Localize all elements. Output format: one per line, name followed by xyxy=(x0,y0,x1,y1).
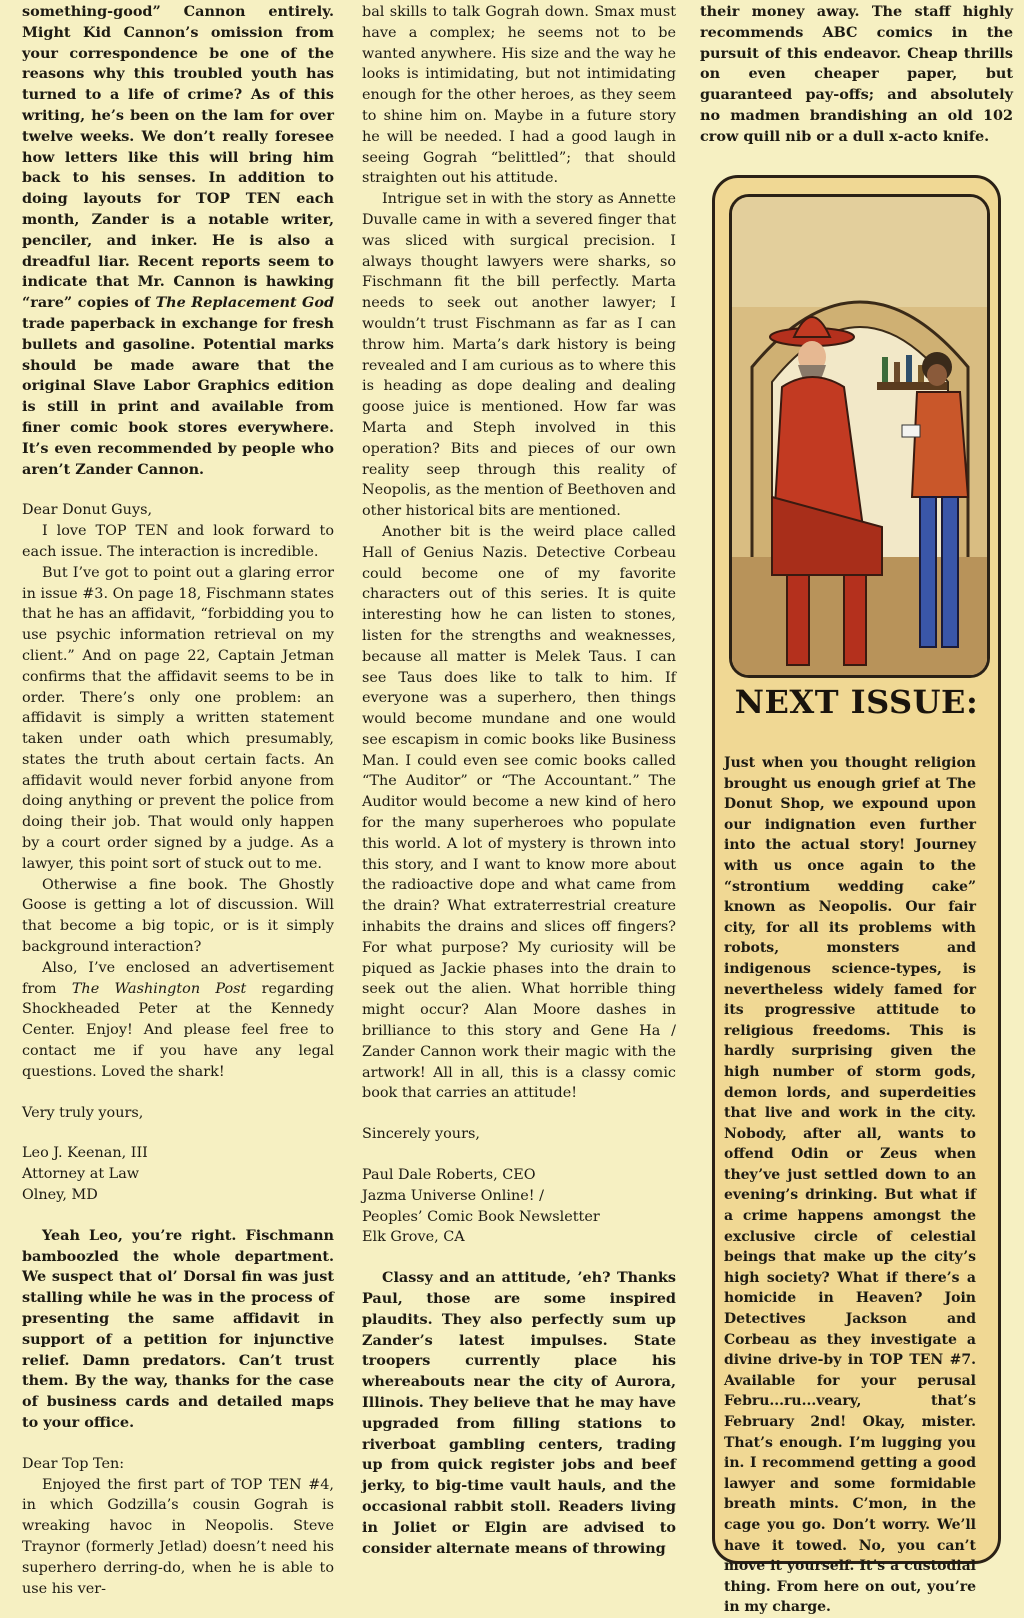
letter-signature-location: Elk Grove, CA xyxy=(362,1229,465,1246)
letter-paragraph: Intrigue set in with the story as Annette Duvalle came in with a severed finger that was sliced with surgical precision. I always thought lawyers were sharks, so Fischmann fit the bill perfectly. Marta needs to seek out another lawyer; I wouldn’t trust Fischmann as far as I can throw him. Marta’s dark history is being revealed and I am curious as to where this is heading as dope dealing and dealing goose juice is mentioned. How far was Marta and Steph involved in this operation? Bits and pieces of our own reality seep through this reality of Neopolis, as the mention of Beethoven and other historical bits are mentioned. xyxy=(362,191,676,520)
reply-text: something-good” Cannon entirely. Might Kid Cannon’s omission from your correspondence be one of the reasons why this troubled youth has turned to a life of crime? As of this writing, he’s been on the lam for over twelve weeks. We don’t really foresee how letters like this will bring him back to his senses. In addition to doing layouts for TOP TEN each month, Zander is a notable writer, penciler, and inker. He is also a dreadful liar. Recent reports seem to indicate that Mr. Cannon is hawking “rare” copies of xyxy=(22,3,334,312)
next-issue-text: Just when you thought religion brought us enough grief at The Donut Shop, we expound upon our indignation even further into the actual story! Journey with us once again to the “strontium wedding cake” known as Neopolis. Our fair city, for all its problems with robots, monsters and indigenous science-types, is nevertheless widely famed for its progressive attitude to religious freedoms. This is hardly surprising given the high number of storm gods, demon lords, and superdeities that live and work in the city. Nobody, after all, wants to offend Odin or Zeus when they’ve just settled down to an evening’s drinking. But what if a crime happens amongst the exclusive circle of celestial beings that make up the city’s high society? What if there’s a homicide in Heaven? Join Detectives Jackson and Corbeau as they investigate a divine drive-by in TOP TEN #7. Available for your perusal Febru...ru...veary, that’s February 2nd! Okay, mister. That’s enough. I’m lugging you in. I recommend getting a good lawyer and some formidable breath mints. C’mon, in the cage you go. Don’t worry. We’ll have it towed. No, you can’t move it yourself. It’s a custodial thing. From here on out, you’re in my charge. xyxy=(724,755,976,1616)
letters-column-1 xyxy=(22,2,334,1599)
editor-reply-paul: Classy and an attitude, ’eh? Thanks Paul, those are some inspired plaudits. They also perfectly sum up Zander’s latest impulses. State troopers currently place his whereabouts near the city of Aurora, Illinois. They believe that he may have upgraded from filling stations to riverboat gambling centers, trading up from quick register jobs and beef jerky, to big-time vault hauls, and the occasional rabbit stoll. Readers living in Joliet or Elgin are advised to consider alternate means of throwing xyxy=(362,1269,676,1557)
next-issue-panel xyxy=(712,175,1001,1616)
newspaper-title: The Washington Post xyxy=(71,980,247,997)
letter-paragraph: Another bit is the weird place called Hall of Genius Nazis. Detective Corbeau could become one of my favorite characters out of this series. It is quite interesting how he can listen to stones, listen for the strengths and weaknesses, because all matter is Melek Taus. I can see Taus does like to talk to him. If everyone was a superhero, then things would become mundane and one would see escapism in comic books like Business Man. I could even see comic books called “The Auditor” or “The Accountant.” The Auditor would become a new kind of hero for the many superheroes who populate this world. A lot of mystery is thrown into this story, and I want to know more about the radioactive dope and what came from the drain? What extraterrestrial creature inhabits the drains and slices off fingers? For what purpose? My curiosity will be piqued as Jackie phases into the drain to seek out the alien. What horrible thing might occur? Alan Moore dashes in brilliance to this story and Gene Ha / Zander Cannon work their magic with the artwork! All in all, this is a classy comic book that carries an attitude! xyxy=(362,523,676,1102)
letter-signature-name: Leo J. Keenan, III xyxy=(22,1145,148,1162)
book-title: The Replacement God xyxy=(155,294,335,312)
paragraph-text-end: regarding Shockheaded Peter at the Kennedy Center. Enjoy! And please feel free to contact me if you have any legal questions. Loved the shark! xyxy=(22,980,334,1080)
next-issue-body xyxy=(724,753,976,1618)
letter-paragraph: But I’ve got to point out a glaring error in issue #3. On page 18, Fischmann states that he has an affidavit, “forbidding you to use psychic information retrieval on my client.” And on page 22, Captain Jetman confirms that the affidavit seems to be in order. There’s only one problem: an affidavit is simply a written statement taken under oath which presumably, states the truth about certain facts. An affidavit would never forbid anyone from doing anything or prevent the police from doing their job. That would only happen by a court order signed by a judge. As a lawyer, this point sort of stuck out to me. xyxy=(22,564,334,872)
editor-reply-kid-cannon xyxy=(22,2,334,480)
letter-paragraph: bal skills to talk Gograh down. Smax must have a complex; he seems not to be wanted anywhere. His size and the way he looks is intimidating, but not intimidating enough for the other heroes, as they seem to shine him on. Maybe in a future story he will be needed. I had a good laugh in seeing Gograh “belittled”; that should straighten out his attitude. xyxy=(362,4,676,187)
reply-text-end: trade paperback in exchange for fresh bullets and gasoline. Potential marks should be made aware that the original Slave Labor Graphics edition is still in print and available from finer comic book stores everywhere. It’s even recommended by people who aren’t Zander Cannon. xyxy=(22,314,334,478)
letter-paragraph xyxy=(22,958,334,1083)
letter-closing: Very truly yours, xyxy=(22,1104,144,1121)
paragraph-text: Also, I’ve enclosed an advertisement from xyxy=(22,959,334,997)
letters-column-2 xyxy=(362,2,676,1559)
letter-salutation: Dear Top Ten: xyxy=(22,1455,125,1472)
letter-salutation: Dear Donut Guys, xyxy=(22,502,153,519)
letter-signature-title: Attorney at Law xyxy=(22,1166,140,1183)
next-issue-heading: NEXT ISSUE: xyxy=(734,683,979,721)
letter-closing: Sincerely yours, xyxy=(362,1126,480,1143)
comic-illustration xyxy=(729,194,990,678)
letter-paragraph: Otherwise a fine book. The Ghostly Goose is getting a lot of discussion. Will that become a big topic, or is it simply background interaction? xyxy=(22,876,334,956)
letter-signature-org: Jazma Universe Online! / xyxy=(362,1187,544,1204)
letter-signature-org: Peoples’ Comic Book Newsletter xyxy=(362,1208,600,1225)
letter-paragraph: I love TOP TEN and look forward to each issue. The interaction is incredible. xyxy=(22,523,334,560)
letters-column-3 xyxy=(700,2,1013,148)
illustration-drawing xyxy=(732,197,987,675)
letter-signature-location: Olney, MD xyxy=(22,1187,98,1204)
letter-signature-name: Paul Dale Roberts, CEO xyxy=(362,1167,536,1184)
letter-paragraph: Enjoyed the first part of TOP TEN #4, in which Godzilla’s cousin Gograh is wreaking havoc in Neopolis. Steve Traynor (formerly Jetlad) doesn’t need his superhero derring-do, when he is able to use his ver- xyxy=(22,1476,334,1597)
editor-reply-leo: Yeah Leo, you’re right. Fischmann bamboozled the whole department. We suspect that ol’ Dorsal fin was just stalling while he was in the process of presenting the same affidavit in support of a petition for injunctive relief. Damn predators. Can’t trust them. By the way, thanks for the case of business cards and detailed maps to your office. xyxy=(22,1226,334,1431)
editor-reply-paul-continued: their money away. The staff highly recommends ABC comics in the pursuit of this endeavor. Cheap thrills on even cheaper paper, but guaranteed pay-offs; and absolutely no madmen brandishing an old 102 crow quill nib or a dull x-acto knife. xyxy=(700,3,1013,145)
